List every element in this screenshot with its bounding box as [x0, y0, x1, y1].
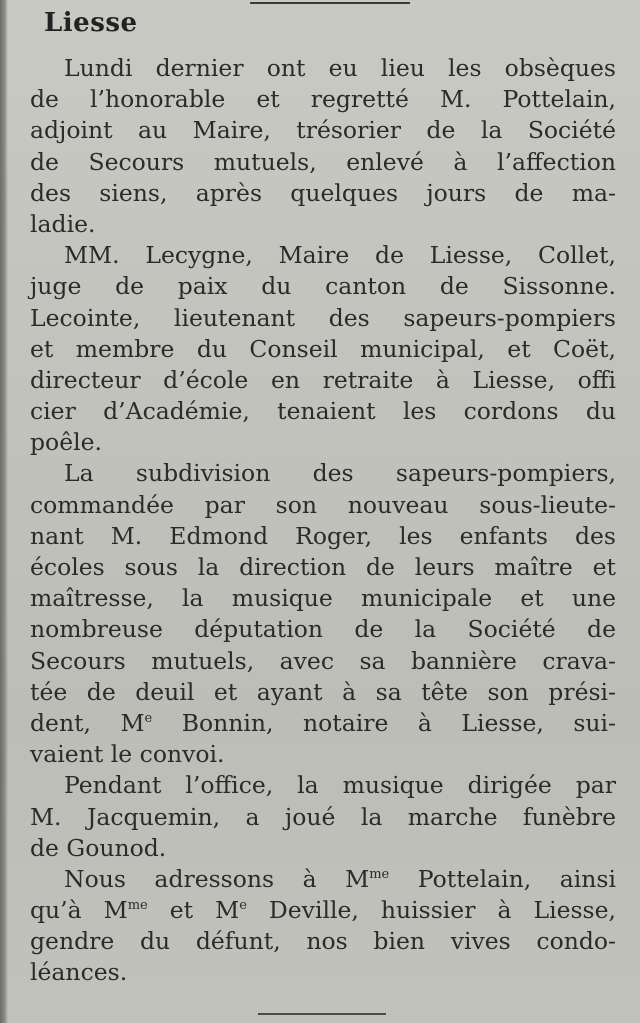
article-line: [30, 864, 616, 895]
article-line: tée de deuil et ayant à sa tête son prési-: [30, 677, 616, 706]
article-body: [30, 53, 616, 989]
article-line: gendre du défunt, nos bien vives condo-: [30, 927, 616, 956]
article-line: Pendant l’office, la musique dirigée par: [64, 771, 616, 800]
article-line: Lecointe, lieutenant des sapeurs-pompiers: [30, 303, 616, 332]
superscript-abbreviation: e: [239, 898, 247, 914]
article-line: de Gounod.: [30, 833, 167, 862]
top-separator-rule: [250, 2, 410, 4]
article-line: écoles sous la direction de leurs maître et: [30, 553, 616, 581]
article-line: vaient le convoi.: [30, 740, 225, 769]
article-line: des siens, après quelques jours de ma-: [30, 178, 616, 207]
superscript-abbreviation: me: [369, 866, 390, 882]
article-line: directeur d’école en retraite à Liesse, offi: [30, 365, 616, 394]
article-line: poêle.: [30, 428, 102, 457]
article-line: de l’honorable et regretté M. Pottelain,: [30, 85, 616, 114]
article-line: nombreuse députation de la Société de: [30, 615, 616, 644]
article-line: M. Jacquemin, a joué la marche funèbre: [30, 802, 616, 831]
article-line: Lundi dernier ont eu lieu les obsèques: [64, 54, 616, 82]
line-segment: Deville, huissier à Liesse,: [246, 896, 616, 925]
article-line: Secours mutuels, avec sa bannière crava-: [30, 646, 616, 675]
bottom-separator-rule: [258, 1013, 386, 1015]
line-segment: qu’à M: [30, 896, 128, 925]
article-line: de Secours mutuels, enlevé à l’affection: [30, 147, 616, 176]
article-line: [30, 708, 616, 739]
line-segment: Pottelain, ainsi: [389, 864, 616, 893]
page-edge-shadow: [0, 0, 8, 1023]
article-line: MM. Lecygne, Maire de Liesse, Collet,: [64, 241, 616, 270]
line-segment: dent, M: [30, 708, 145, 737]
line-segment: Nous adressons à M: [64, 864, 370, 893]
article-line: maîtresse, la musique municipale et une: [30, 584, 616, 613]
article-line: cier d’Académie, tenaient les cordons du: [30, 397, 616, 426]
line-segment: et M: [147, 896, 240, 925]
article-line: nant M. Edmond Roger, les enfants des: [30, 521, 616, 550]
article-line: adjoint au Maire, trésorier de la Société: [30, 116, 616, 145]
article-line: léances.: [30, 958, 128, 987]
article-line: commandée par son nouveau sous-lieute-: [30, 490, 616, 519]
line-segment: Bonnin, notaire à Liesse, sui-: [152, 708, 617, 737]
article-line: [30, 895, 616, 926]
superscript-abbreviation: me: [127, 898, 148, 914]
superscript-abbreviation: e: [144, 710, 153, 726]
article-line: ladie.: [30, 209, 96, 238]
article-line: juge de paix du canton de Sissonne.: [30, 272, 616, 301]
article-line: La subdivision des sapeurs-pompiers,: [64, 459, 616, 488]
article-line: et membre du Conseil municipal, et Coët,: [30, 334, 616, 363]
article-title: Liesse: [44, 8, 138, 38]
